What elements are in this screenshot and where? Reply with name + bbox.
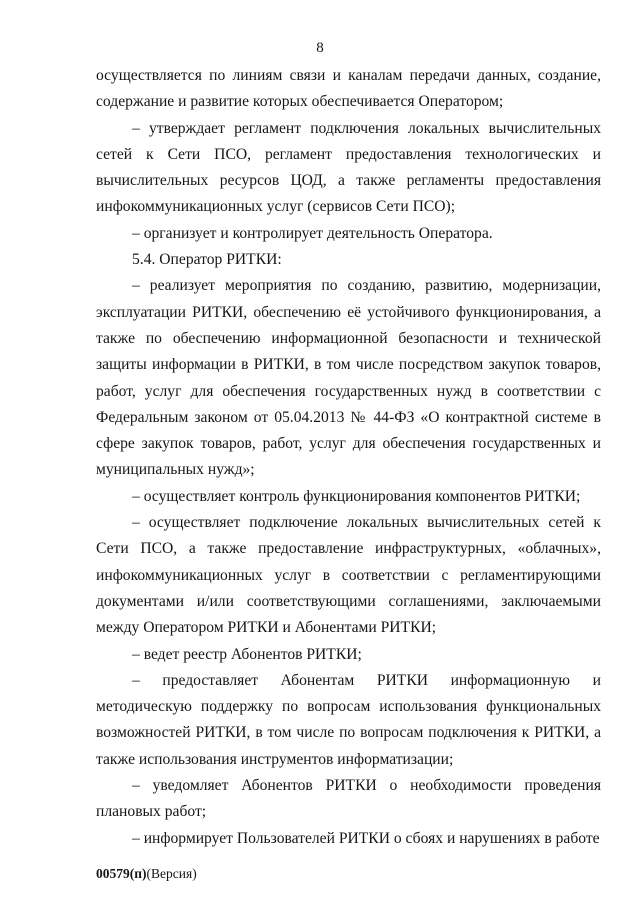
paragraph-continuation: осуществляется по линиям связи и каналам передачи данных, создание, содержание и развитие которых обеспечивается Оператором; xyxy=(96,67,601,111)
paragraph-organizes-operator: – организует и контролирует деятельность Оператора. xyxy=(132,224,493,242)
paragraph-informs-users: – информирует Пользователей РИТКИ о сбоях и нарушениях в работе xyxy=(132,829,600,847)
document-footer xyxy=(96,866,197,882)
paragraph-provides-support: – предоставляет Абонентам РИТКИ информационную и методическую поддержку по вопросам использования функциональных возможностей РИТКИ, в том числе по вопросам подключения к РИТКИ, а также использования инструментов информатизации; xyxy=(96,671,601,768)
footer-code: 00579(п) xyxy=(96,866,147,881)
paragraph-connects-networks: – осуществляет подключение локальных вычислительных сетей к Сети ПСО, а также предоставление инфраструктурных, «облачных», инфокоммуникационных услуг в соответствии с регламентирующими документами и/или соответствующими соглашениями, заключаемыми между Оператором РИТКИ и Абонентами РИТКИ; xyxy=(96,514,601,637)
paragraph-approves-regulations: – утверждает регламент подключения локальных вычислительных сетей к Сети ПСО, регламент предоставления технологических и вычислительных ресурсов ЦОД, а также регламенты предоставления инфокоммуникационных услуг (сервисов Сети ПСО); xyxy=(96,119,601,216)
paragraph-maintains-registry: – ведет реестр Абонентов РИТКИ; xyxy=(132,645,362,663)
section-heading-5-4: 5.4. Оператор РИТКИ: xyxy=(132,251,282,269)
paragraph-notifies-subscribers: – уведомляет Абонентов РИТКИ о необходимости проведения плановых работ; xyxy=(96,777,601,821)
paragraph-implements-measures: – реализует мероприятия по созданию, развитию, модернизации, эксплуатации РИТКИ, обеспечению её устойчивого функционирования, а также по обеспечению информационной безопасности и технической защиты информации в РИТКИ, в том числе посредством закупок товаров, работ, услуг для обеспечения государственных нужд в соответствии с Федеральным законом от 05.04.2013 № 44-ФЗ «О контрактной системе в сфере закупок товаров, работ, услуг для обеспечения государственных и муниципальных нужд»; xyxy=(96,277,601,479)
page-number: 8 xyxy=(316,40,324,56)
document-body xyxy=(96,63,601,852)
footer-version: (Версия) xyxy=(146,866,197,881)
paragraph-monitors-components: – осуществляет контроль функционирования компонентов РИТКИ; xyxy=(132,487,581,505)
